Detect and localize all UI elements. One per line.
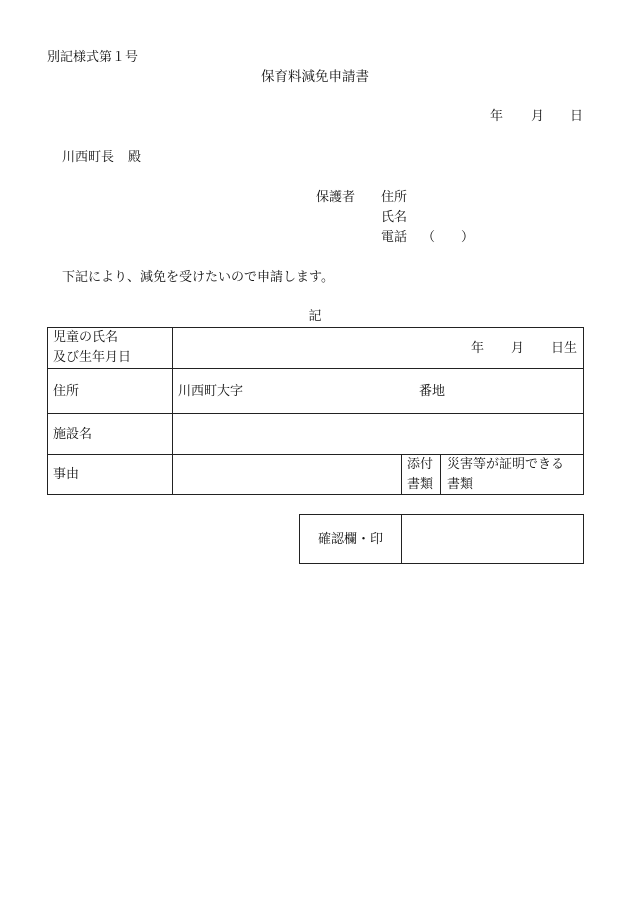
guardian-phone-label: 電話: [381, 230, 408, 245]
address-label: 住所: [53, 384, 80, 399]
child-label-line-1: 児童の氏名: [53, 330, 119, 345]
reason-label: 事由: [53, 467, 80, 482]
birth-day: 日生: [551, 341, 578, 356]
guardian-phone-parens: （ ）: [422, 230, 475, 245]
form-title: 保育料減免申請書: [261, 69, 369, 85]
confirm-border-bottom: [299, 563, 584, 564]
guardian-name-label: 氏名: [381, 210, 408, 225]
attach-value: [447, 455, 564, 495]
attach-value-line-2: 書類: [447, 477, 474, 492]
confirm-border-right: [583, 514, 584, 563]
attach-value-line-1: 災害等が証明できる: [447, 457, 565, 472]
table-col-divider: [172, 327, 173, 494]
birth-month: 月: [511, 341, 525, 356]
confirm-border-top: [299, 514, 583, 515]
address-prefix: 川西町大字: [178, 384, 244, 399]
attach-label-line-2: 書類: [407, 477, 434, 492]
child-label-line-2: 及び生年月日: [53, 350, 132, 365]
request-text: 下記により、減免を受けたいので申請します。: [62, 270, 334, 285]
confirm-label: 確認欄・印: [318, 532, 384, 547]
guardian-label: 保護者: [316, 190, 356, 205]
form-number: 別記様式第１号: [47, 50, 139, 65]
table-rule-2: [47, 413, 583, 414]
table-rule-1: [47, 368, 583, 369]
birth-year: 年: [471, 341, 485, 356]
attach-divider-right: [440, 454, 441, 494]
table-border-right: [583, 327, 584, 494]
date-year: 年: [490, 109, 504, 124]
child-label: [53, 328, 131, 368]
addressee-name: 川西町長: [62, 150, 115, 165]
table-border-left: [47, 327, 48, 494]
facility-label: 施設名: [53, 427, 93, 442]
date-day: 日: [570, 109, 584, 124]
attach-label: [407, 455, 433, 495]
date-month: 月: [531, 109, 545, 124]
confirm-border-left: [299, 514, 300, 563]
confirm-divider: [401, 514, 402, 563]
attach-label-line-1: 添付: [407, 457, 434, 472]
addressee-honorific: 殿: [128, 150, 142, 165]
attach-divider-left: [401, 454, 402, 494]
guardian-address-label: 住所: [381, 190, 408, 205]
ki-mark: 記: [308, 309, 322, 324]
address-suffix: 番地: [419, 384, 446, 399]
